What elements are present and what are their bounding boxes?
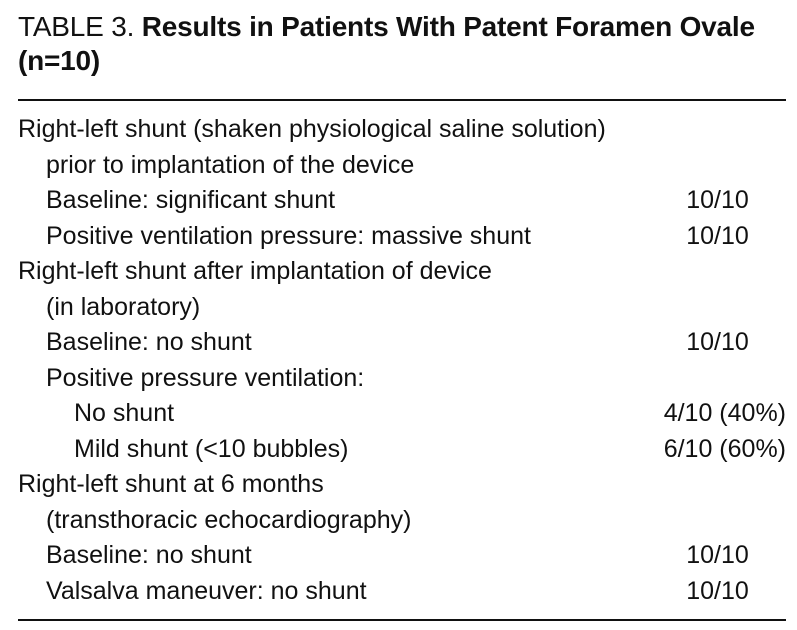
row-label: No shunt <box>74 399 175 427</box>
row-value: 10/10 <box>686 541 749 569</box>
row-value: 10/10 <box>686 576 749 605</box>
table-row <box>18 361 786 397</box>
table-title <box>18 10 786 78</box>
row-label: Baseline: significant shunt <box>46 186 336 214</box>
table-row <box>18 432 786 468</box>
table-row <box>18 112 786 148</box>
table-row <box>18 183 786 219</box>
table-row <box>18 467 786 503</box>
row-label: Valsalva maneuver: no shunt <box>46 576 367 605</box>
row-label: Positive ventilation pressure: massive shunt <box>46 221 531 250</box>
row-label: Baseline: no shunt <box>46 541 252 569</box>
table-row <box>18 538 786 574</box>
row-value: 10/10 <box>686 221 749 250</box>
table-row <box>18 503 786 539</box>
table-row <box>18 148 786 184</box>
top-rule <box>18 99 786 101</box>
row-label: (in laboratory) <box>46 292 201 321</box>
row-label: (transthoracic echocardiography) <box>46 505 412 534</box>
row-label: Right-left shunt at 6 months <box>18 470 324 498</box>
row-label: Positive pressure ventilation: <box>46 363 365 392</box>
table-label: TABLE 3. <box>18 11 135 42</box>
table-row <box>18 325 786 361</box>
bottom-rule <box>18 619 786 621</box>
row-value: 4/10 (40%) <box>663 399 786 427</box>
row-value: 10/10 <box>686 328 749 356</box>
table-row <box>18 219 786 255</box>
table-title-text: Results in Patients With Patent Foramen Ovale (n=10) <box>18 11 755 76</box>
table-row <box>18 574 786 610</box>
row-label: prior to implantation of the device <box>46 150 415 179</box>
row-value: 10/10 <box>686 186 749 214</box>
table-body <box>18 112 786 609</box>
row-label: Right-left shunt (shaken physiological saline solution) <box>18 115 606 143</box>
table-row <box>18 254 786 290</box>
row-label: Right-left shunt after implantation of device <box>18 257 492 285</box>
row-label: Mild shunt (<10 bubbles) <box>74 434 349 463</box>
table-row <box>18 290 786 326</box>
table-caption <box>18 10 786 78</box>
table-row <box>18 396 786 432</box>
row-value: 6/10 (60%) <box>663 434 786 463</box>
row-label: Baseline: no shunt <box>46 328 252 356</box>
